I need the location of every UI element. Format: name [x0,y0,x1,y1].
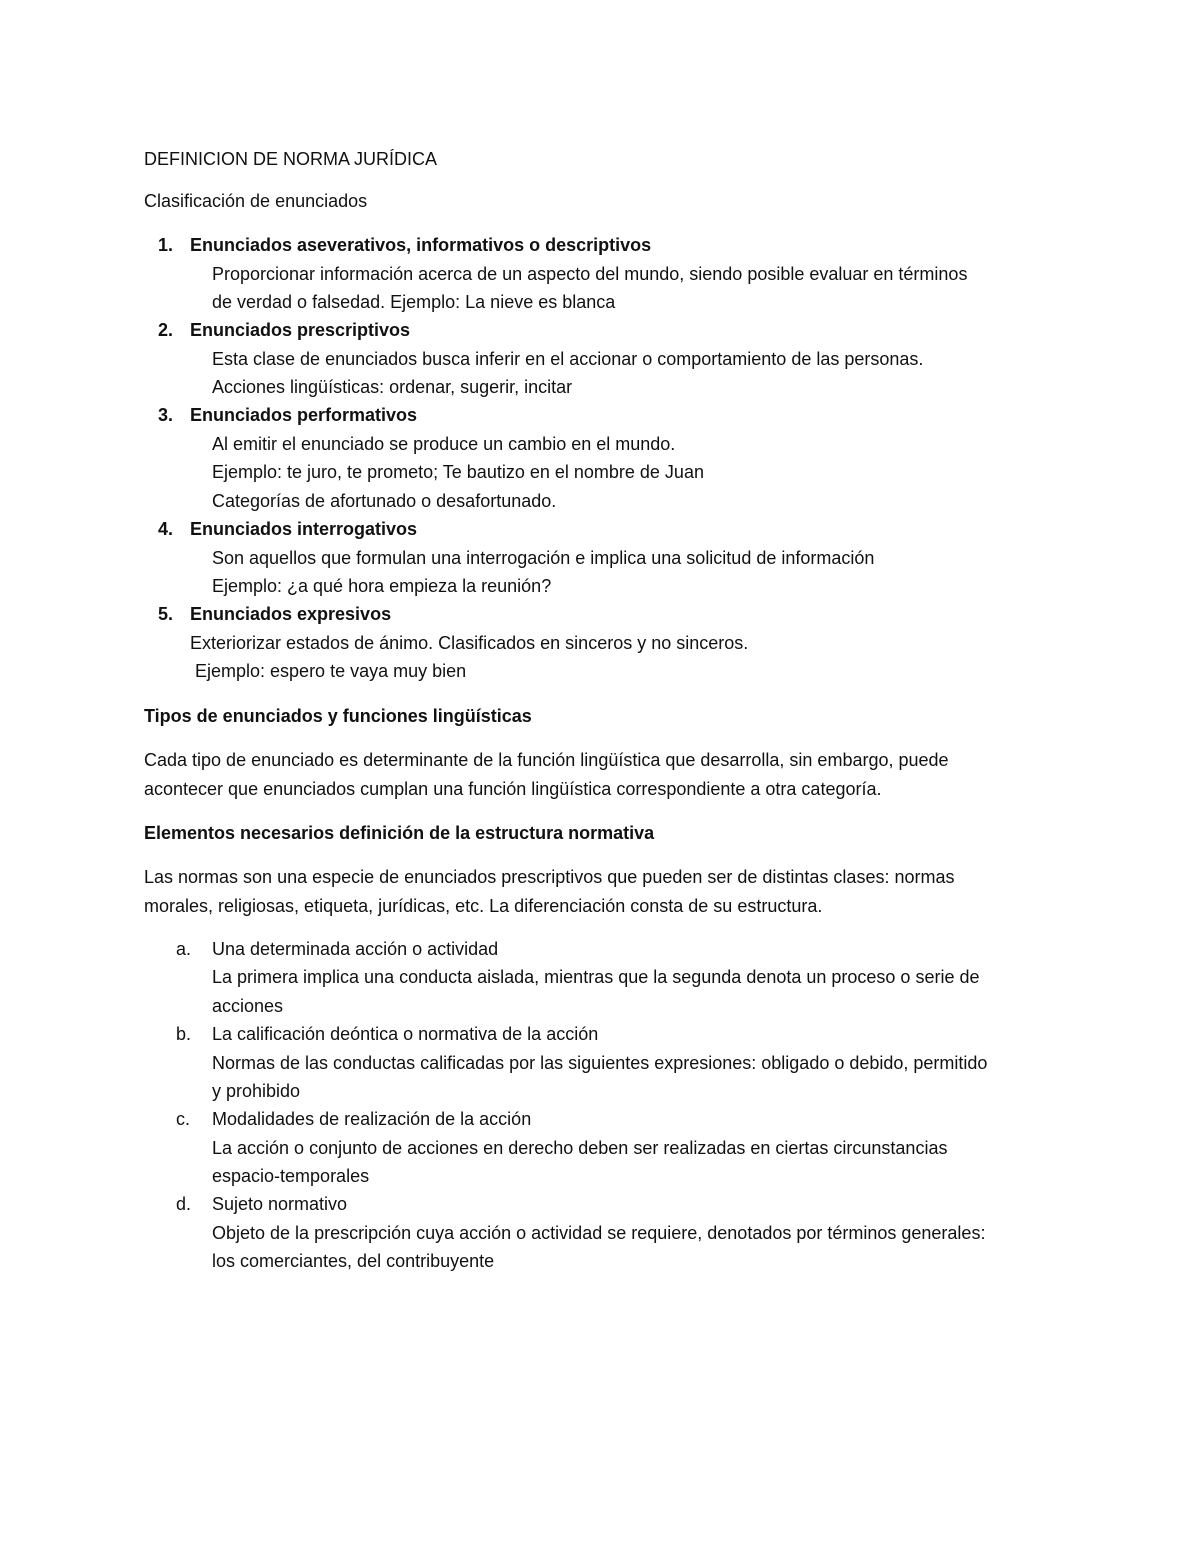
list-number: 2. [158,320,174,340]
section-heading: Elementos necesarios definición de la estructura normativa [144,823,655,843]
list-item-text: acciones [212,996,284,1016]
list-item-text: Proporcionar información acerca de un aspecto del mundo, siendo posible evaluar en términos [212,264,968,284]
list-item-text: Ejemplo: te juro, te prometo; Te bautizo en el nombre de Juan [212,462,704,482]
list-item-text: Categorías de afortunado o desafortunado. [212,491,557,511]
list-item-heading: Enunciados interrogativos [190,519,418,539]
list-item-text: los comerciantes, del contribuyente [212,1251,495,1271]
list-item-text: Normas de las conductas calificadas por las siguientes expresiones: obligado o debido, permitido [212,1053,988,1073]
subtitle: Clasificación de enunciados [144,191,368,211]
list-item-text: Esta clase de enunciados busca inferir en el accionar o comportamiento de las personas. [212,349,924,369]
list-letter: a. [176,939,192,959]
list-item-heading: Sujeto normativo [212,1194,348,1214]
list-item-heading: Enunciados prescriptivos [190,320,411,340]
list-item-text: Ejemplo: ¿a qué hora empieza la reunión? [212,576,552,596]
paragraph-line: Las normas son una especie de enunciados prescriptivos que pueden ser de distintas clases: normas [144,867,955,887]
list-number: 3. [158,405,174,425]
paragraph-line: Cada tipo de enunciado es determinante de la función lingüística que desarrolla, sin embargo, puede [144,750,949,770]
list-number: 1. [158,235,174,255]
list-number: 4. [158,519,174,539]
list-item-text: de verdad o falsedad. Ejemplo: La nieve es blanca [212,292,616,312]
list-number: 5. [158,604,174,624]
list-item-text: La acción o conjunto de acciones en derecho deben ser realizadas en ciertas circunstancias [212,1138,948,1158]
list-item-text: Ejemplo: espero te vaya muy bien [195,661,467,681]
document-title: DEFINICION DE NORMA JURÍDICA [144,149,438,169]
list-letter: b. [176,1024,192,1044]
list-item-text: y prohibido [212,1081,301,1101]
list-letter: d. [176,1194,192,1214]
list-item-heading: La calificación deóntica o normativa de la acción [212,1024,599,1044]
list-item-heading: Enunciados performativos [190,405,418,425]
list-item-heading: Enunciados aseverativos, informativos o descriptivos [190,235,652,255]
list-item-text: La primera implica una conducta aislada, mientras que la segunda denota un proceso o serie de [212,967,980,987]
list-item-text: espacio-temporales [212,1166,370,1186]
list-item-heading: Una determinada acción o actividad [212,939,499,959]
paragraph-line: morales, religiosas, etiqueta, jurídicas, etc. La diferenciación consta de su estructura. [144,896,823,916]
list-item-text: Al emitir el enunciado se produce un cambio en el mundo. [212,434,676,454]
list-item-heading: Enunciados expresivos [190,604,392,624]
list-item-text: Exteriorizar estados de ánimo. Clasificados en sinceros y no sinceros. [190,633,749,653]
list-item-heading: Modalidades de realización de la acción [212,1109,532,1129]
list-letter: c. [176,1109,191,1129]
paragraph-line: acontecer que enunciados cumplan una función lingüística correspondiente a otra categoría. [144,779,882,799]
section-heading: Tipos de enunciados y funciones lingüísticas [144,706,532,726]
list-item-text: Acciones lingüísticas: ordenar, sugerir, incitar [212,377,573,397]
list-item-text: Objeto de la prescripción cuya acción o actividad se requiere, denotados por términos generales: [212,1223,986,1243]
list-item-text: Son aquellos que formulan una interrogación e implica una solicitud de información [212,548,875,568]
